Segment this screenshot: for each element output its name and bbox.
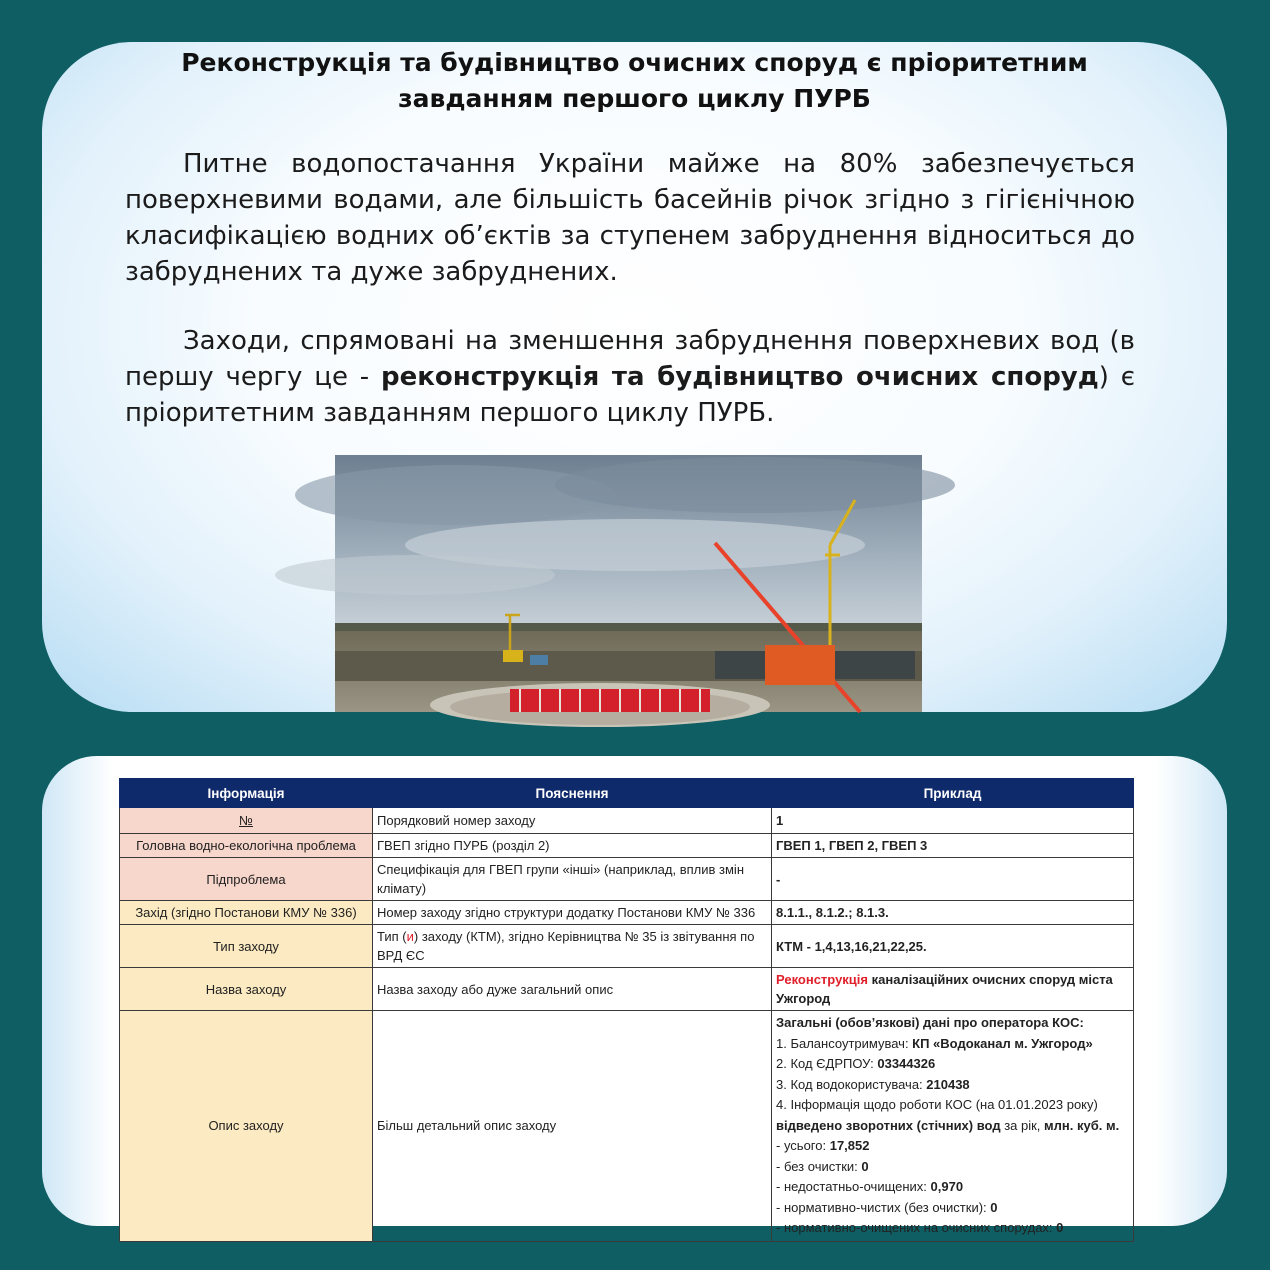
table-row: № Порядковий номер заходу 1 [120, 808, 1134, 834]
paragraph-1: Питне водопостачання України майже на 80% забезпечується поверхневими водами, але більшість басейнів річок згідно з гігієнічною класифікацією водних об’єктів за ступенем забруднення відноситься до забруднених та дуже забруднених. [125, 149, 1135, 287]
slide-panel [42, 42, 1227, 712]
table-row: Опис заходу Більш детальний опис заходу Загальні (обов’язкові) дані про оператора КОС: 1. Балансоутримувач: КП «Водоканал м. Ужгород» 2. Код ЄДРПОУ: 03344326 3. Код водокористувача: 210438 4. Інформація щодо роботи КОС (на 01.01.2023 року) відведено зворотних (стічних) вод за рік, млн. куб. м. - усього: 17,852 - без очистки: 0 - недостатньо-очищених: 0,970 - нормативно-чистих (без очистки): 0 - нормативно-очищених на очисних спорудах: 0 [120, 1011, 1134, 1242]
header-example: Приклад [772, 779, 1134, 808]
measure-info-table [119, 778, 1134, 1242]
table-row: Захід (згідно Постанови КМУ № 336) Номер заходу згідно структури додатку Постанови КМУ № 336 8.1.1., 8.1.2.; 8.1.3. [120, 901, 1134, 925]
table-row: Назва заходу Назва заходу або дуже загальний опис Реконструкція каналізаційних очисних споруд міста Ужгород [120, 968, 1134, 1011]
slide-title: Реконструкція та будівництво очисних споруд є пріоритетним завданням першого циклу ПУРБ [181, 48, 1088, 113]
construction-site-photo [335, 455, 922, 712]
table-panel [42, 756, 1227, 1235]
measure-details: Загальні (обов’язкові) дані про оператора КОС: 1. Балансоутримувач: КП «Водоканал м. Ужгород» 2. Код ЄДРПОУ: 03344326 3. Код водокористувача: 210438 4. Інформація щодо роботи КОС (на 01.01.2023 року) відведено зворотних (стічних) вод за рік, млн. куб. м. - усього: 17,852 - без очистки: 0 - недостатньо-очищених: 0,970 - нормативно-чистих (без очистки): 0 - нормативно-очищених на очисних спорудах: 0 [772, 1011, 1134, 1242]
header-info: Інформація [120, 779, 373, 808]
paragraph-2: Заходи, спрямовані на зменшення забруднення поверхневих вод (в першу чергу це - реконструкція та будівництво очисних споруд) є пріоритетним завданням першого циклу ПУРБ. [125, 326, 1135, 428]
table-header-row [120, 779, 1134, 808]
header-explanation: Пояснення [373, 779, 772, 808]
table-row: Підпроблема Специфікація для ГВЕП групи «інші» (наприклад, вплив змін клімату) - [120, 858, 1134, 901]
table-row: Головна водно-екологічна проблема ГВЕП згідно ПУРБ (розділ 2) ГВЕП 1, ГВЕП 2, ГВЕП 3 [120, 834, 1134, 858]
table-row: Тип заходу Тип (и) заходу (КТМ), згідно Керівництва № 35 із звітування по ВРД ЄС КТМ - 1,4,13,16,21,22,25. [120, 925, 1134, 968]
